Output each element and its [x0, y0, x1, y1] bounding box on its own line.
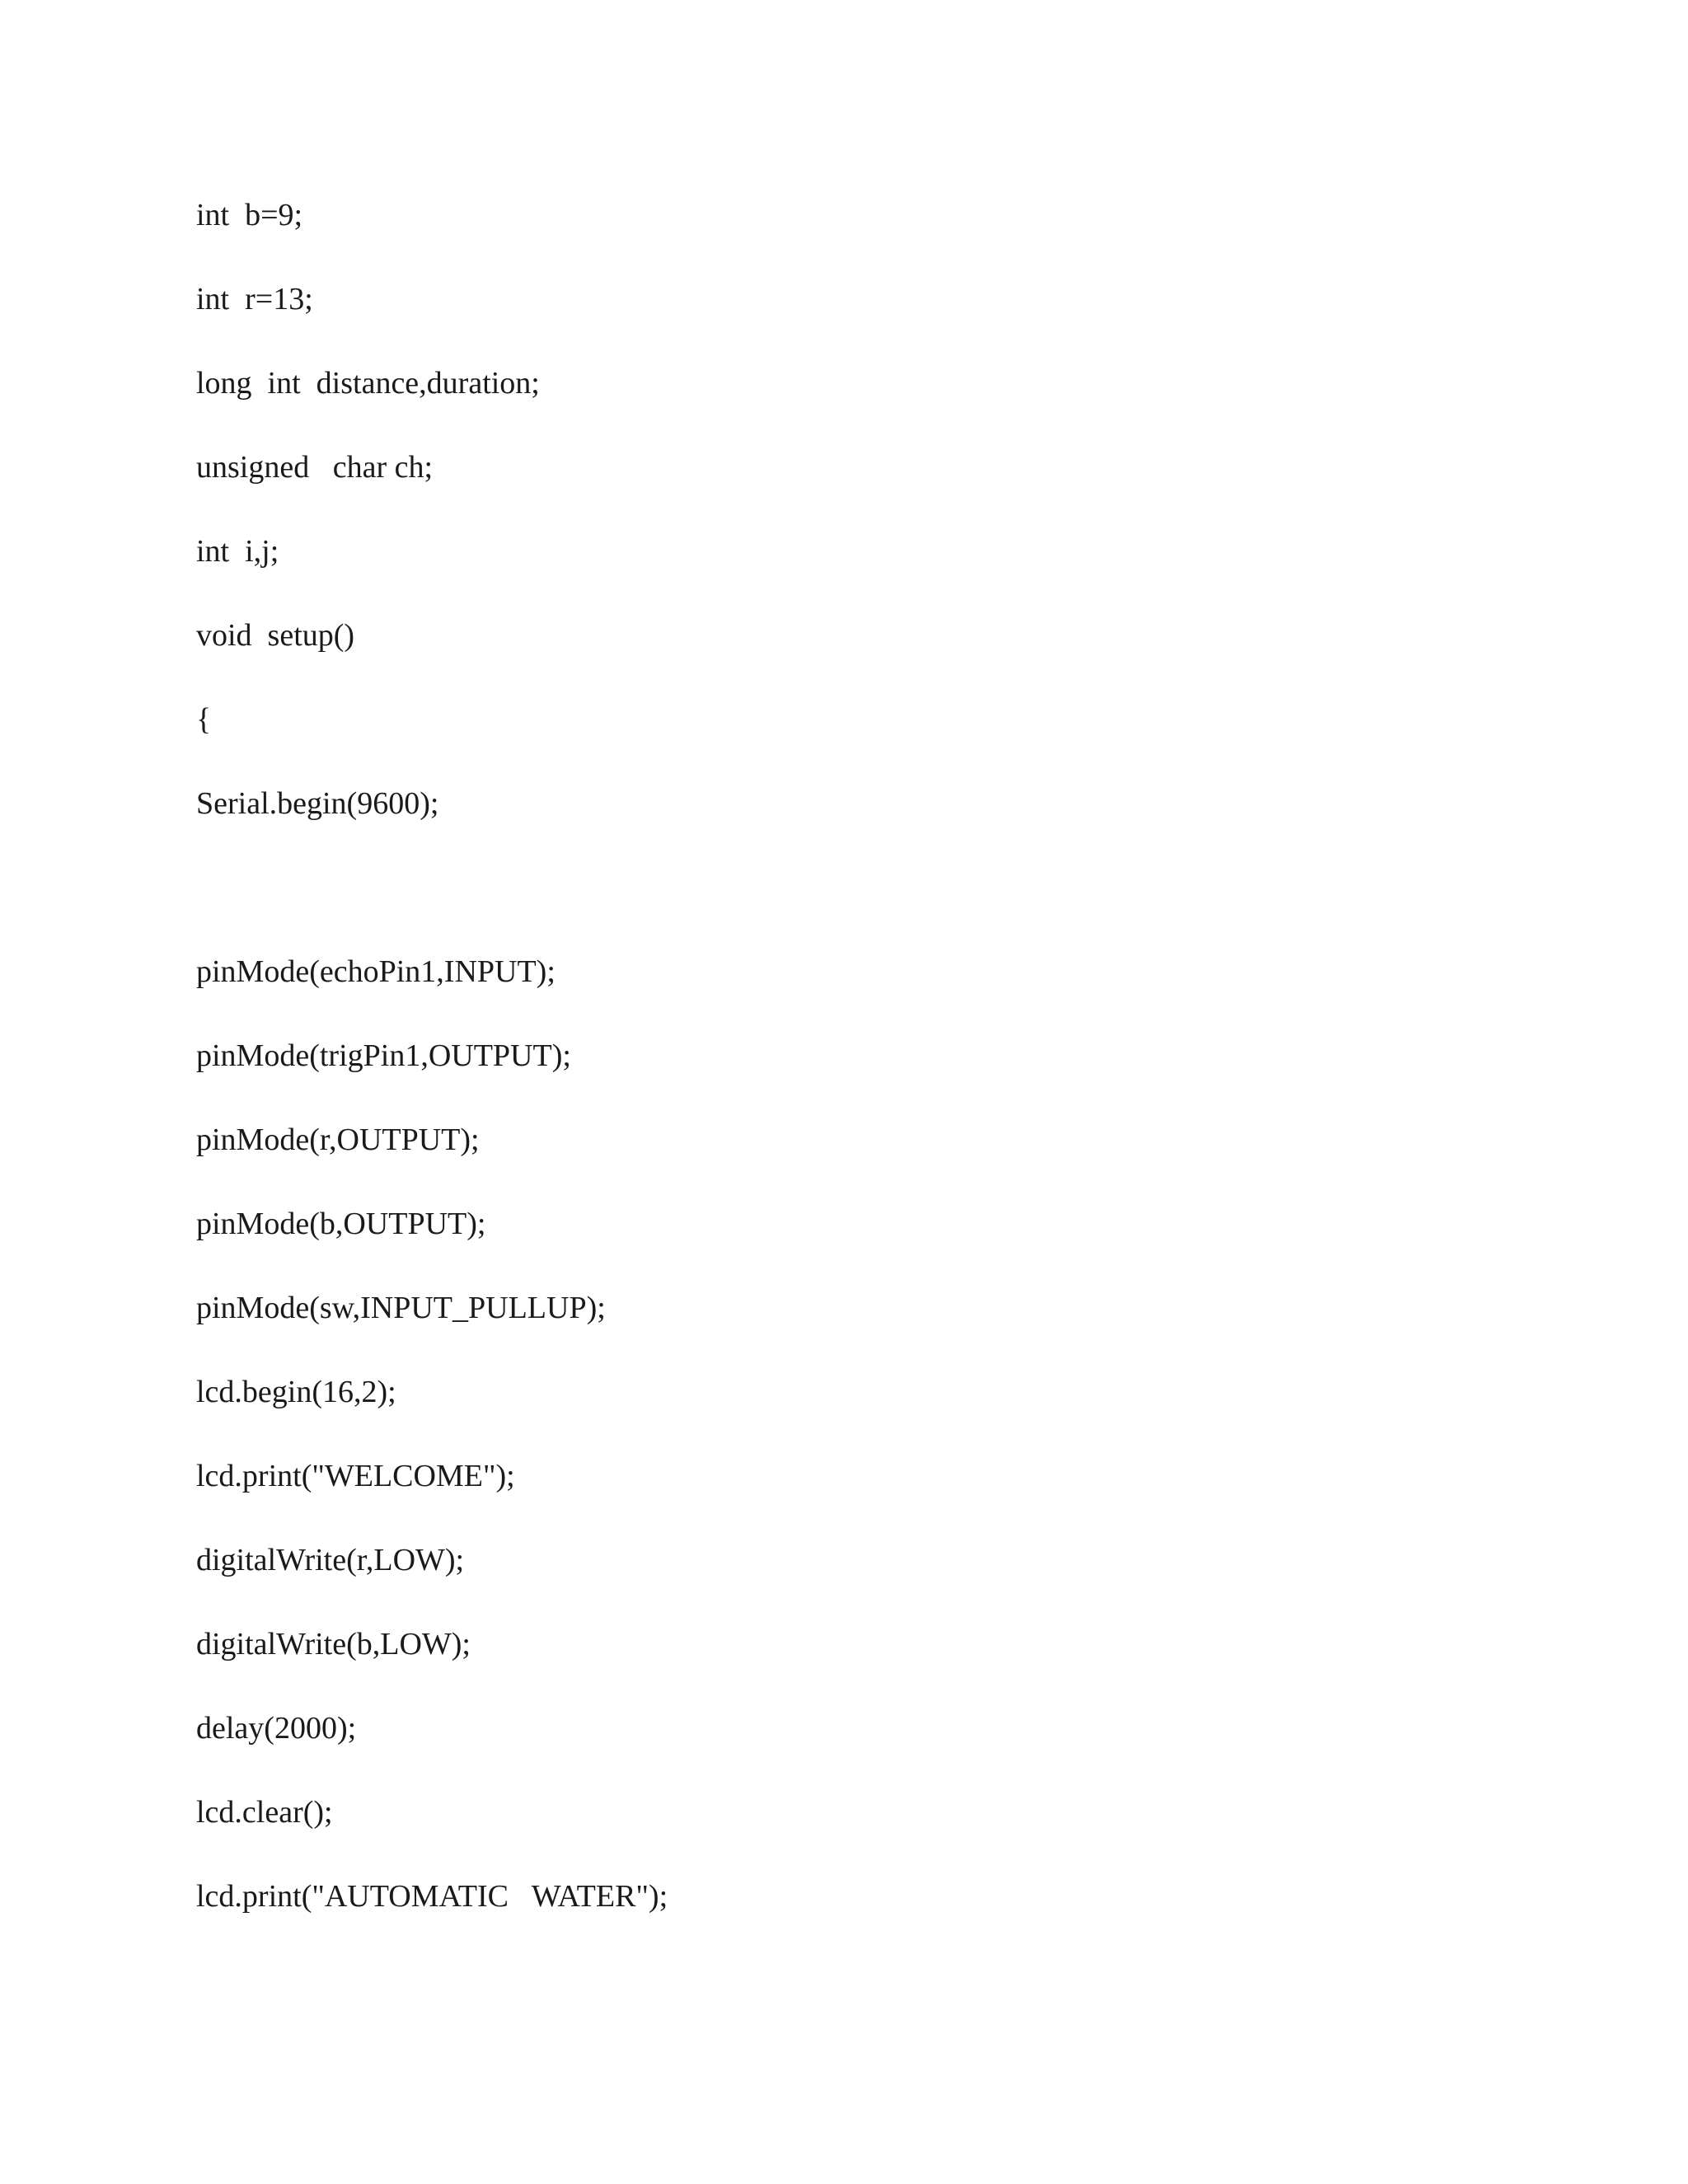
blank-line	[196, 860, 1515, 944]
code-line: {	[196, 702, 212, 737]
code-line: pinMode(r,OUTPUT);	[196, 1122, 480, 1157]
code-line: pinMode(b,OUTPUT);	[196, 1207, 486, 1241]
code-line: Serial.begin(9600);	[196, 786, 439, 821]
code-line: int r=13;	[196, 282, 313, 316]
code-line: lcd.print("AUTOMATIC WATER");	[196, 1879, 668, 1914]
code-line: unsigned char ch;	[196, 450, 434, 485]
code-line: digitalWrite(b,LOW);	[196, 1627, 471, 1661]
code-line: lcd.begin(16,2);	[196, 1375, 396, 1409]
code-line: digitalWrite(r,LOW);	[196, 1543, 465, 1577]
code-line: int i,j;	[196, 534, 279, 569]
code-line: lcd.print("WELCOME");	[196, 1459, 515, 1493]
code-line: delay(2000);	[196, 1711, 357, 1746]
code-line: void setup()	[196, 618, 355, 653]
code-line: pinMode(echoPin1,INPUT);	[196, 954, 556, 989]
code-line: int b=9;	[196, 198, 303, 232]
code-line: long int distance,duration;	[196, 366, 540, 401]
code-listing	[196, 188, 1515, 1953]
code-line: lcd.clear();	[196, 1795, 333, 1830]
code-line: pinMode(sw,INPUT_PULLUP);	[196, 1291, 606, 1325]
code-line: pinMode(trigPin1,OUTPUT);	[196, 1038, 571, 1073]
